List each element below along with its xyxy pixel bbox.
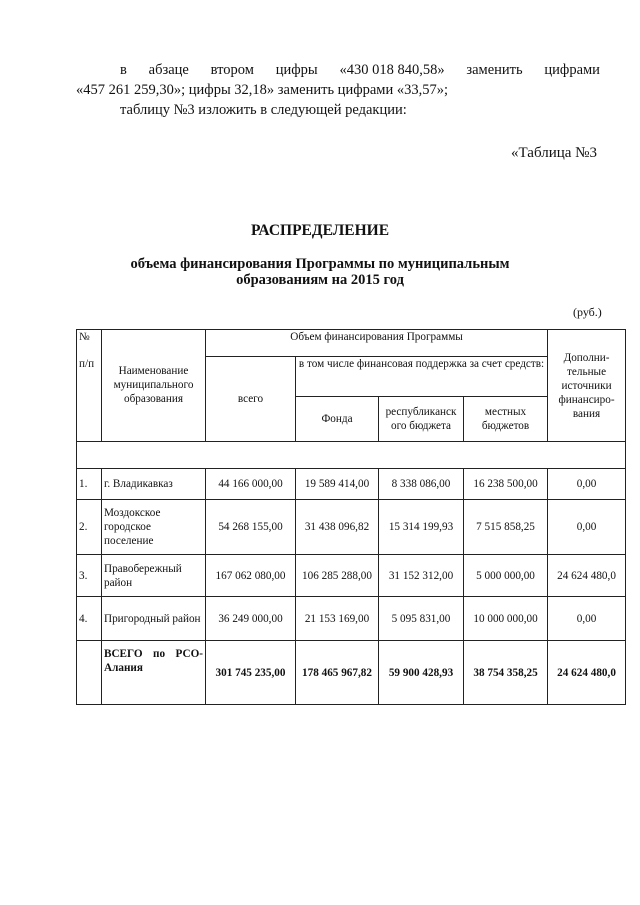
row-republic: 8 338 086,00 [379, 469, 464, 500]
header-name-label: Наименование муниципального образования [113, 365, 194, 405]
total-row-total: 301 745 235,00 [206, 641, 296, 705]
row-number: 1. [77, 469, 102, 500]
unit-label: (руб.) [573, 305, 602, 319]
row-name: г. Владикавказ [102, 469, 206, 500]
row-name: Пригородный район [102, 597, 206, 641]
paragraph-line-3: таблицу №3 изложить в следующей редакции: [120, 102, 407, 118]
row-total: 44 166 000,00 [206, 469, 296, 500]
table-total-row [77, 641, 626, 705]
document-subheading-line-2: образованиям на 2015 год [236, 272, 404, 288]
table-row [77, 500, 626, 555]
row-fund: 21 153 169,00 [296, 597, 379, 641]
header-fund: Фонда [296, 397, 379, 442]
total-row-republic: 59 900 428,93 [379, 641, 464, 705]
row-local: 16 238 500,00 [464, 469, 548, 500]
document-subheading-line-1: объема финансирования Программы по муниципальным [130, 256, 510, 272]
row-fund: 19 589 414,00 [296, 469, 379, 500]
row-number: 3. [77, 555, 102, 597]
row-name: Правобережный район [102, 555, 206, 597]
financing-table [76, 329, 626, 705]
row-republic: 5 095 831,00 [379, 597, 464, 641]
paragraph-line-2: «457 261 259,30»; цифры 32,18» заменить цифрами «33,57»; [76, 82, 448, 98]
row-fund: 106 285 288,00 [296, 555, 379, 597]
row-extra: 24 624 480,0 [548, 555, 626, 597]
row-local: 5 000 000,00 [464, 555, 548, 597]
row-local: 7 515 858,25 [464, 500, 548, 555]
header-volume: Объем финансирования Программы [206, 330, 548, 357]
row-number: 2. [77, 500, 102, 555]
paragraph-line-1: в абзаце втором цифры «430 018 840,58» заменить цифрами [120, 62, 600, 78]
row-extra: 0,00 [548, 500, 626, 555]
row-total: 36 249 000,00 [206, 597, 296, 641]
table-reference: «Таблица №3 [511, 145, 597, 161]
table-row [77, 469, 626, 500]
document-heading: РАСПРЕДЕЛЕНИЕ [250, 222, 390, 239]
row-fund: 31 438 096,82 [296, 500, 379, 555]
total-row-local: 38 754 358,25 [464, 641, 548, 705]
row-number: 4. [77, 597, 102, 641]
row-republic: 31 152 312,00 [379, 555, 464, 597]
row-republic: 15 314 199,93 [379, 500, 464, 555]
header-pp: п/п [77, 357, 102, 442]
table-row [77, 597, 626, 641]
table-spacer [77, 442, 626, 469]
row-total: 167 062 080,00 [206, 555, 296, 597]
row-total: 54 268 155,00 [206, 500, 296, 555]
header-number: № [77, 330, 102, 357]
header-support: в том числе финансовая поддержка за счет средств: [296, 357, 548, 397]
total-row-name: ВСЕГО по РСО-Алания [102, 641, 206, 705]
header-republic: республиканск ого бюджета [379, 397, 464, 442]
table-row [77, 555, 626, 597]
header-total: всего [206, 357, 296, 442]
header-extra: Дополни-тельные источники финансиро-вания [548, 330, 626, 442]
row-local: 10 000 000,00 [464, 597, 548, 641]
total-row-extra: 24 624 480,0 [548, 641, 626, 705]
row-name: Моздокское городское поселение [102, 500, 206, 555]
header-name [102, 330, 206, 442]
row-extra: 0,00 [548, 469, 626, 500]
total-row-number [77, 641, 102, 705]
header-local: местных бюджетов [464, 397, 548, 442]
total-row-fund: 178 465 967,82 [296, 641, 379, 705]
row-extra: 0,00 [548, 597, 626, 641]
